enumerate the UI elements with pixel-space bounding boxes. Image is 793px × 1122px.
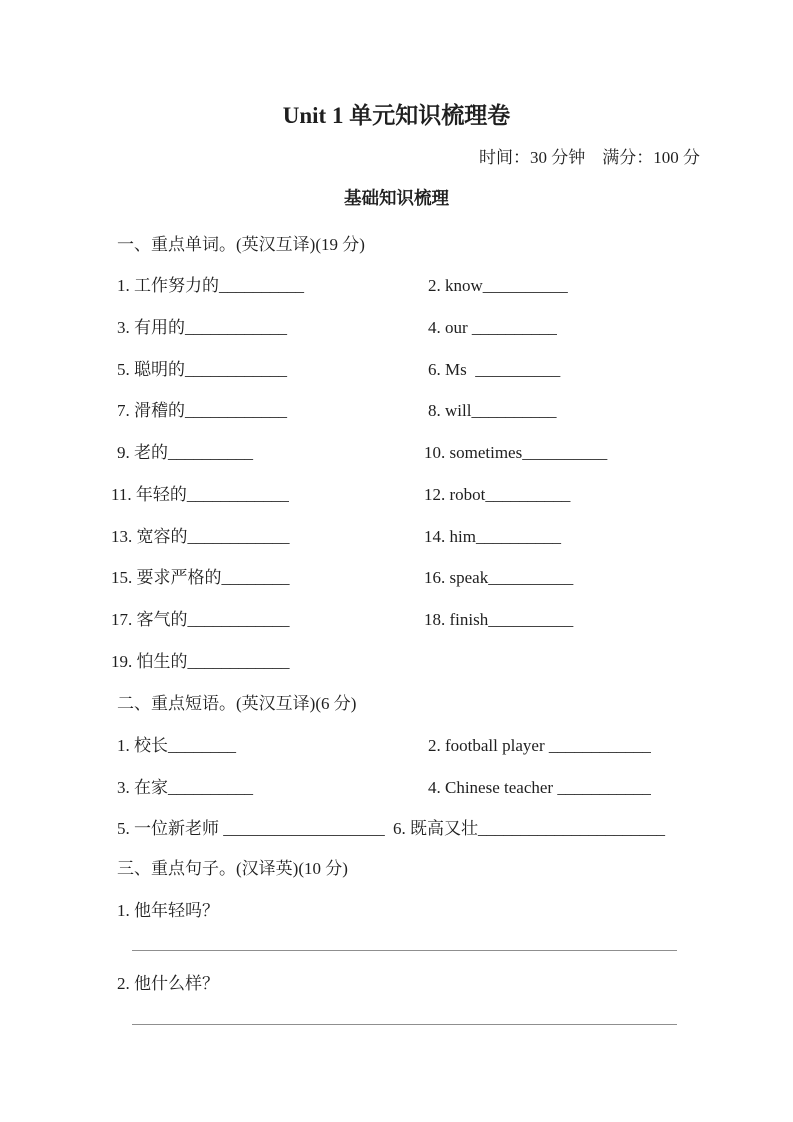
phrase-item: 4. Chinese teacher ___________ [428,778,651,797]
word-item: 3. 有用的____________ [117,318,287,337]
page-title: Unit 1 单元知识梳理卷 [282,103,511,128]
word-item: 9. 老的__________ [117,443,253,462]
sentence-item: 1. 他年轻吗？ [117,901,219,920]
word-item: 16. speak__________ [424,568,574,587]
word-item: 2. know__________ [428,276,568,295]
word-item: 7. 滑稽的____________ [117,401,287,420]
word-item: 10. sometimes__________ [424,443,608,462]
word-item: 18. finish__________ [424,610,574,629]
phrase-item: 6. 既高又壮______________________ [393,819,665,838]
phrase-item: 2. football player ____________ [428,736,651,755]
word-item: 19. 怕生的____________ [111,652,290,671]
word-item: 17. 客气的____________ [111,610,290,629]
word-item: 6. Ms __________ [428,360,561,379]
section2-header: 二、重点短语。(英汉互译)(6 分) [117,694,357,713]
time-score-info: 时间：30 分钟 满分：100 分 [479,148,700,167]
phrase-item: 1. 校长________ [117,736,236,755]
answer-line-1 [132,950,677,951]
word-item: 15. 要求严格的________ [111,568,290,587]
word-item: 5. 聪明的____________ [117,360,287,379]
section3-header: 三、重点句子。(汉译英)(10 分) [117,859,348,878]
section1-header: 一、重点单词。(英汉互译)(19 分) [117,235,365,254]
word-item: 13. 宽容的____________ [111,527,290,546]
answer-line-2 [132,1024,677,1025]
word-item: 1. 工作努力的__________ [117,276,304,295]
phrase-item: 5. 一位新老师 ___________________ [117,819,385,838]
word-item: 14. him__________ [424,527,561,546]
word-item: 12. robot__________ [424,485,571,504]
word-item: 8. will__________ [428,401,557,420]
sentence-item: 2. 他什么样？ [117,974,219,993]
section-subtitle: 基础知识梳理 [344,188,449,208]
phrase-item: 3. 在家__________ [117,778,253,797]
word-item: 11. 年轻的____________ [111,485,289,504]
word-item: 4. our __________ [428,318,557,337]
